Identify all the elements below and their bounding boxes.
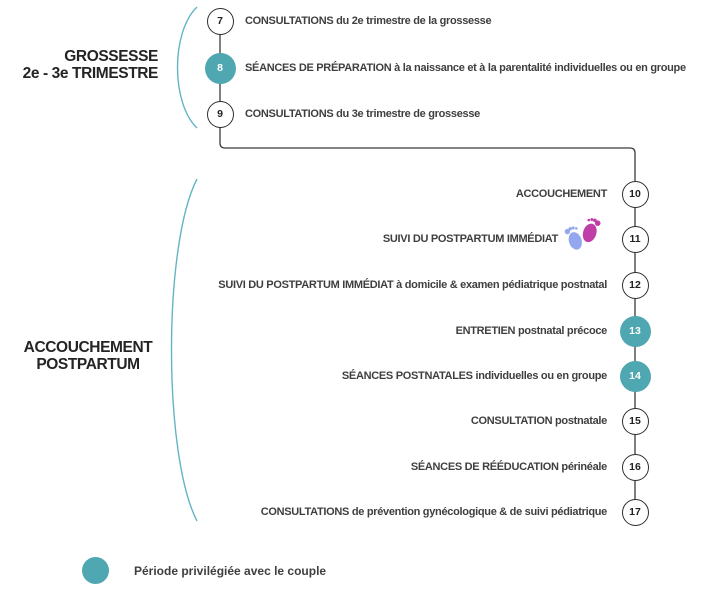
baby-feet-icon [560,213,608,257]
baby-foot-right [581,216,602,244]
step-number: 11 [629,233,641,245]
step-label-11: SUIVI DU POSTPARTUM IMMÉDIAT [382,233,558,245]
step-node-7 [207,8,234,35]
step-number: 10 [629,188,641,200]
step-node-17 [622,499,649,526]
step-number: 13 [629,325,641,337]
section-title-line: ACCOUCHEMENT [23,339,153,356]
step-node-10 [622,181,649,208]
step-node-13 [620,316,651,347]
section-title-accouchement [8,339,168,373]
legend-label: Période privilégiée avec le couple [134,564,327,578]
step-label-13: ENTRETIEN postnatal précoce [455,325,607,337]
section-title-line: 2e - 3e TRIMESTRE [22,65,158,82]
step-label-16: SÉANCES DE RÉÉDUCATION périnéale [410,461,607,473]
step-label-9: CONSULTATIONS du 3e trimestre de grossesse [245,108,480,120]
brace-accouchement [172,179,198,521]
step-node-8 [205,53,236,84]
step-number: 9 [217,108,223,120]
step-label-14: SÉANCES POSTNATALES individuelles ou en groupe [341,370,607,382]
brace-grossesse [178,7,198,128]
step-node-14 [620,361,651,392]
step-number: 15 [629,415,641,427]
step-label-10: ACCOUCHEMENT [515,188,607,200]
step-number: 16 [629,461,641,473]
section-title-line: GROSSESSE [64,48,158,65]
section-connector-line [220,127,635,181]
step-label-7: CONSULTATIONS du 2e trimestre de la grossesse [245,15,492,27]
section-title-line: POSTPARTUM [36,356,140,373]
step-node-15 [622,408,649,435]
legend-highlight-dot [82,557,109,584]
step-number: 7 [217,15,223,27]
step-node-12 [622,272,649,299]
step-label-12: SUIVI DU POSTPARTUM IMMÉDIAT à domicile & examen pédiatrique postnatal [218,279,607,291]
baby-foot-left [564,225,584,252]
step-node-16 [622,454,649,481]
step-label-15: CONSULTATION postnatale [470,415,607,427]
step-number: 12 [629,279,641,291]
step-label-8: SÉANCES DE PRÉPARATION à la naissance et à la parentalité individuelles ou en groupe [245,62,686,74]
step-node-9 [207,101,234,128]
section-title-grossesse [0,48,158,82]
step-number: 17 [629,506,641,518]
step-number: 8 [217,62,223,74]
step-number: 14 [629,370,641,382]
step-label-17: CONSULTATIONS de prévention gynécologique & de suivi pédiatrique [260,506,607,518]
step-node-11 [622,226,649,253]
